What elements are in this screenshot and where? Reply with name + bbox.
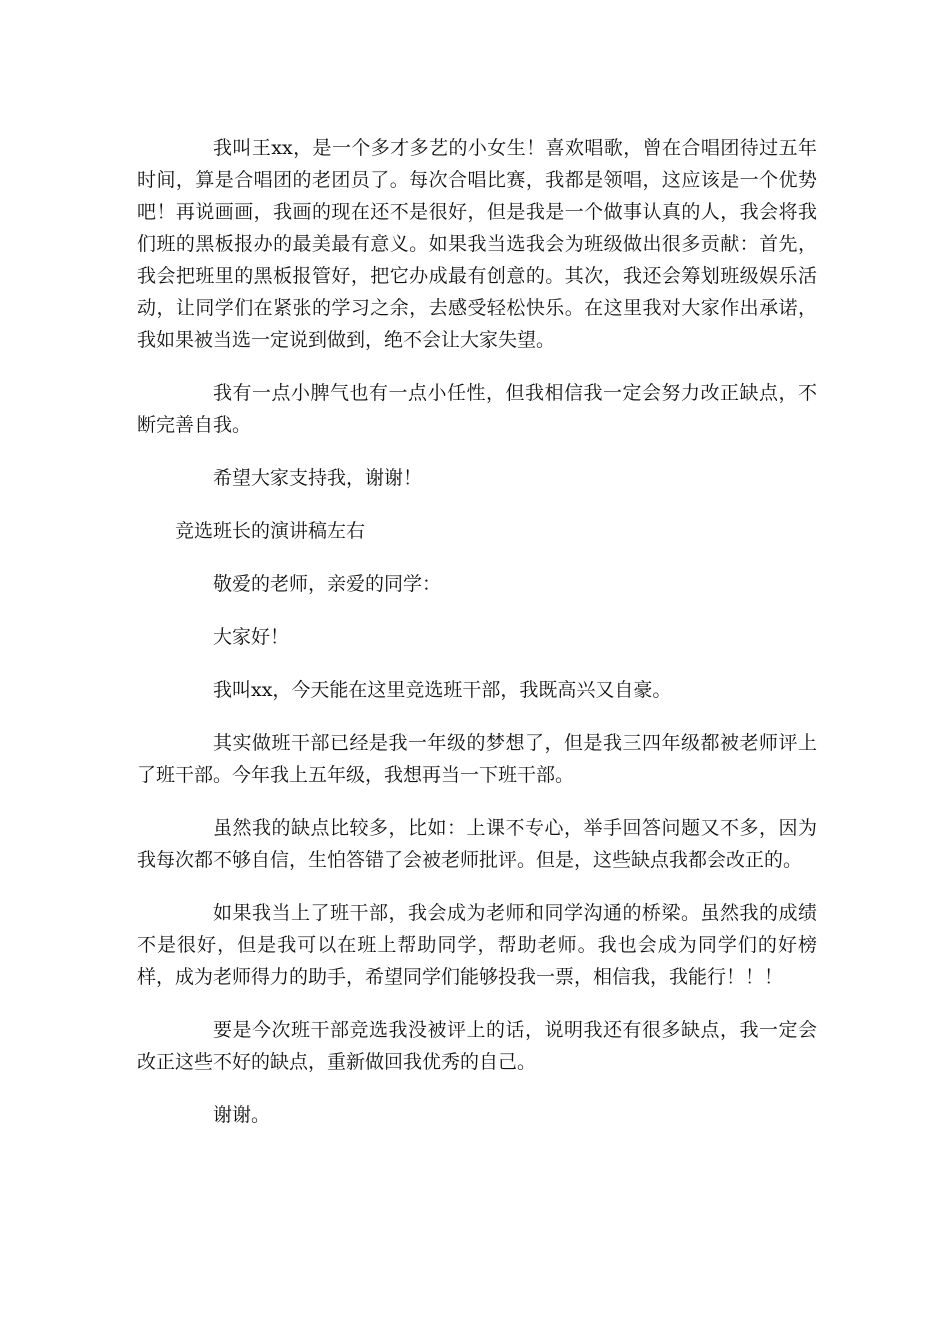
paragraph-shortcomings: 虽然我的缺点比较多，比如：上课不专心，举手回答问题又不多，因为我每次都不够自信，生怕答错了会被老师批评。但是，这些缺点我都会改正的。 [137,817,817,871]
paragraph-if-not-elected: 要是今次班干部竞选我没被评上的话，说明我还有很多缺点，我一定会改正这些不好的缺点，重新做回我优秀的自己。 [137,1019,817,1073]
document-body [137,132,817,1152]
paragraph-self-intro: 我叫xx，今天能在这里竞选班干部，我既高兴又自豪。 [213,679,672,701]
paragraph-intro: 我叫王xx，是一个多才多艺的小女生！喜欢唱歌，曾在合唱团待过五年时间，算是合唱团的老团员了。每次合唱比赛，我都是领唱，这应该是一个优势吧！再说画画，我画的现在还不是很好，但是我是一个做事认真的人，我会将我们班的黑板报办的最美最有意义。如果我当选我会为班级做出很多贡献：首先，我会把班里的黑板报管好，把它办成最有创意的。其次，我还会筹划班级娱乐活动，让同学们在紧张的学习之余，去感受轻松快乐。在这里我对大家作出承诺，我如果被当选一定说到做到，绝不会让大家失望。 [137,137,817,351]
paragraph-greeting: 大家好！ [213,626,290,648]
paragraph-promise: 如果我当上了班干部，我会成为老师和同学沟通的桥梁。虽然我的成绩不是很好，但是我可以在班上帮助同学，帮助老师。我也会成为同学们的好榜样，成为老师得力的助手，希望同学们能够投我一票，相信我，我能行！！！ [137,902,817,988]
paragraph-closing: 谢谢。 [213,1104,271,1126]
paragraph-thanks: 希望大家支持我，谢谢！ [213,467,423,489]
paragraph-salutation: 敬爱的老师，亲爱的同学： [213,573,442,595]
paragraph-temper: 我有一点小脾气也有一点小任性，但我相信我一定会努力改正缺点，不断完善自我。 [137,382,817,436]
paragraph-dream: 其实做班干部已经是我一年级的梦想了，但是我三四年级都被老师评上了班干部。今年我上五年级，我想再当一下班干部。 [137,732,817,786]
section-heading: 竞选班长的演讲稿左右 [175,520,366,542]
